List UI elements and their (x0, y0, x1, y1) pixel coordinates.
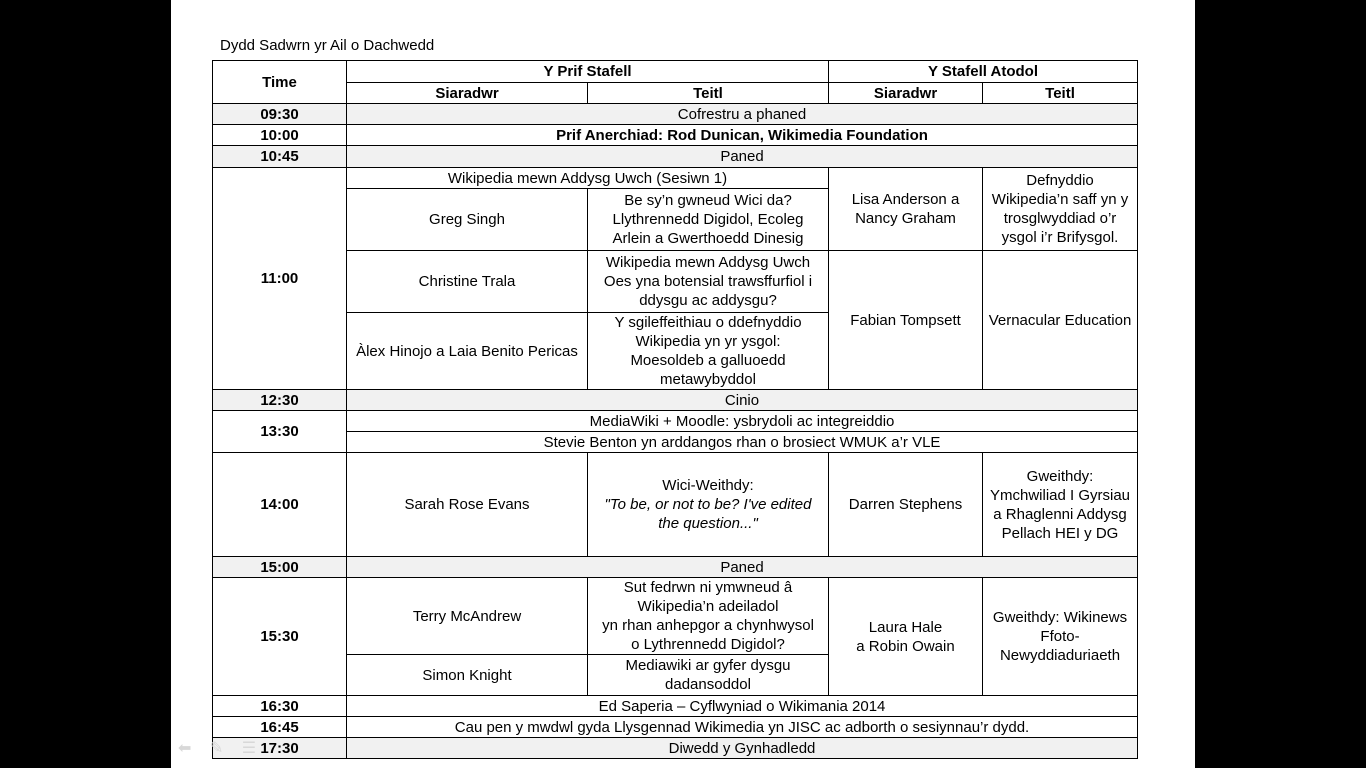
break-cell: Paned (347, 557, 1138, 578)
speaker-cell: Àlex Hinojo a Laia Benito Pericas (347, 313, 588, 390)
menu-icon[interactable]: ☰ (241, 740, 257, 757)
line: yn rhan anhepgor a chynhwysol (602, 617, 814, 634)
pen-icon[interactable]: ✎ (209, 740, 224, 757)
time-cell: 15:00 (213, 557, 347, 578)
time-cell: 11:00 (213, 168, 347, 390)
line: metawybyddol (660, 371, 756, 388)
line: Sut fedrwn ni ymwneud â (623, 579, 793, 596)
title-cell (588, 313, 829, 390)
line: Ffoto- (1040, 628, 1080, 645)
time-cell: 10:00 (213, 125, 347, 146)
time-cell: 15:30 (213, 578, 347, 696)
closing-cell: Cau pen y mwdwl gyda Llysgennad Wikimedia yn JISC ac adborth o sesiynnau’r dydd. (347, 717, 1138, 738)
side-title-cell (983, 578, 1138, 696)
title-cell (588, 251, 829, 313)
time-cell: 09:30 (213, 104, 347, 125)
end-cell: Diwedd y Gynhadledd (347, 738, 1138, 759)
line: Y sgileffeithiau o ddefnyddio (614, 314, 802, 331)
line: a Rhaglenni Addysg (993, 505, 1127, 523)
speaker-cell: Terry McAndrew (347, 578, 588, 655)
mediawiki-moodle-cell: MediaWiki + Moodle: ysbrydoli ac integreiddio (347, 411, 1138, 432)
header-side-room: Y Stafell Atodol (829, 61, 1138, 83)
line: Wici-Weithdy: (662, 477, 754, 494)
side-speaker-cell (829, 578, 983, 696)
header-speaker: Siaradwr (347, 83, 588, 104)
line: trosglwyddiad o’r (1003, 210, 1117, 227)
slide-controls (178, 738, 270, 758)
speaker-cell: Greg Singh (347, 189, 588, 251)
speaker-cell: Sarah Rose Evans (347, 453, 588, 557)
time-cell: 16:45 (213, 717, 347, 738)
time-cell: 12:30 (213, 390, 347, 411)
time-cell: 16:30 (213, 696, 347, 717)
lunch-cell: Cinio (347, 390, 1138, 411)
speaker-cell: Simon Knight (347, 655, 588, 696)
time-cell: 10:45 (213, 146, 347, 168)
line: Ymchwiliad I Gyrsiau (989, 486, 1131, 504)
line: Llythrennedd Digidol, Ecoleg (612, 211, 804, 228)
line: a Robin Owain (856, 637, 955, 655)
line: ysgol i’r Brifysgol. (1001, 229, 1119, 246)
line: Lisa Anderson a (851, 191, 960, 208)
side-title-cell (983, 453, 1138, 557)
demo-cell: Stevie Benton yn arddangos rhan o brosiect WMUK a’r VLE (347, 432, 1138, 453)
line: Mediawiki ar gyfer dysgu (625, 657, 791, 674)
schedule-table (209, 60, 1138, 759)
title-cell (588, 453, 829, 557)
line: dadansoddol (665, 676, 751, 693)
side-speaker-cell: Darren Stephens (829, 453, 983, 557)
line: Wikipedia’n saff yn y (991, 191, 1129, 208)
line: o Lythrennedd Digidol? (631, 636, 785, 653)
line: Oes yna botensial trawsffurfiol i (603, 273, 813, 290)
line: Gweithdy: (1026, 467, 1094, 485)
side-title-cell (983, 168, 1138, 251)
line: Pellach HEI y DG (1001, 524, 1119, 542)
line: Wikipedia mewn Addysg Uwch (605, 254, 811, 271)
line: Nancy Graham (855, 210, 956, 227)
break-cell: Paned (347, 146, 1138, 168)
header-main-room: Y Prif Stafell (347, 61, 829, 83)
header-time: Time (213, 61, 347, 104)
session-header: Wikipedia mewn Addysg Uwch (Sesiwn 1) (347, 168, 829, 189)
time-cell: 17:30 (213, 738, 347, 759)
line: Laura Hale (868, 618, 943, 636)
title-cell (588, 655, 829, 696)
side-speaker-cell: Fabian Tompsett (829, 251, 983, 390)
side-speaker-cell (829, 168, 983, 251)
line: the question..." (658, 515, 758, 532)
line: Be sy’n gwneud Wici da? (624, 192, 792, 209)
line: Defnyddio (1026, 172, 1094, 189)
title-cell (588, 578, 829, 655)
title-cell (588, 189, 829, 251)
registration-cell: Cofrestru a phaned (347, 104, 1138, 125)
line: Newyddiaduriaeth (999, 647, 1121, 664)
line: "To be, or not to be? I've edited (604, 496, 812, 513)
line: Wikipedia yn yr ysgol: (635, 333, 781, 350)
page-title: Dydd Sadwrn yr Ail o Dachwedd (220, 37, 435, 54)
back-arrow-icon[interactable]: ⬅ (178, 740, 192, 757)
side-title-cell: Vernacular Education (983, 251, 1138, 390)
header-side-speaker: Siaradwr (829, 83, 983, 104)
line: Arlein a Gwerthoedd Dinesig (612, 230, 804, 247)
time-cell: 14:00 (213, 453, 347, 557)
keynote-cell: Prif Anerchiad: Rod Dunican, Wikimedia Foundation (347, 125, 1138, 146)
line: Moesoldeb a galluoedd (630, 352, 786, 369)
time-cell: 13:30 (213, 411, 347, 453)
wikimania-cell: Ed Saperia – Cyflwyniad o Wikimania 2014 (347, 696, 1138, 717)
header-side-title: Teitl (983, 83, 1138, 104)
line: Gweithdy: Wikinews (992, 609, 1128, 626)
line: ddysgu ac addysgu? (639, 292, 777, 309)
speaker-cell: Christine Trala (347, 251, 588, 313)
header-title: Teitl (588, 83, 829, 104)
line: Wikipedia’n adeiladol (637, 598, 779, 615)
